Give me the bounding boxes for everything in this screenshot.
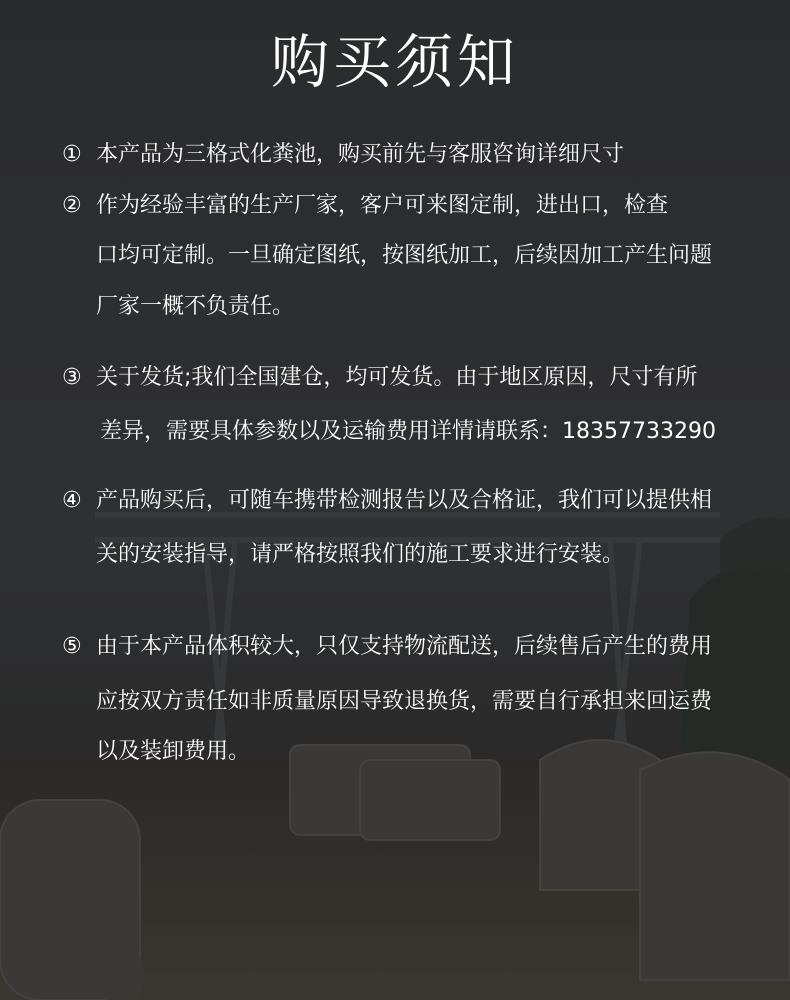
- notice-item-5: [62, 632, 712, 662]
- item-5-line-3: 以及装卸费用。: [96, 739, 251, 764]
- page-title: 购买须知: [270, 28, 519, 96]
- item-4-line-1: 产品购买后，可随车携带检测报告以及合格证，我们可以提供相: [96, 488, 713, 513]
- notice-item-4: [62, 486, 712, 516]
- item-3-line-2: 差异，需要具体参数以及运输费用详情请联系：18357733290: [100, 419, 716, 444]
- item-4-line-2: 关的安装指导，请严格按照我们的施工要求进行安装。: [96, 542, 625, 567]
- item-3-marker: ③: [62, 365, 82, 390]
- item-2-marker: ②: [62, 193, 82, 218]
- item-5-line-1: 由于本产品体积较大，只仅支持物流配送，后续售后产生的费用: [96, 634, 713, 659]
- notice-item-2: [62, 191, 668, 221]
- item-3-line-1: 关于发货;我们全国建仓，均可发货。由于地区原因，尺寸有所: [96, 365, 698, 390]
- notice-item-1: [62, 140, 624, 170]
- item-4-marker: ④: [62, 488, 82, 513]
- item-2-line-1: 作为经验丰富的生产厂家，客户可来图定制，进出口，检查: [96, 193, 669, 218]
- notice-item-3: [62, 363, 697, 393]
- item-2-line-2: 口均可定制。一旦确定图纸，按图纸加工，后续因加工产生问题: [96, 243, 713, 268]
- item-1-marker: ①: [62, 142, 82, 167]
- item-1-line-1: 本产品为三格式化粪池，购买前先与客服咨询详细尺寸: [96, 142, 625, 167]
- item-5-marker: ⑤: [62, 634, 82, 659]
- item-2-line-3: 厂家一概不负责任。: [96, 294, 295, 319]
- item-5-line-2: 应按双方责任如非质量原因导致退换货，需要自行承担来回运费: [96, 689, 713, 714]
